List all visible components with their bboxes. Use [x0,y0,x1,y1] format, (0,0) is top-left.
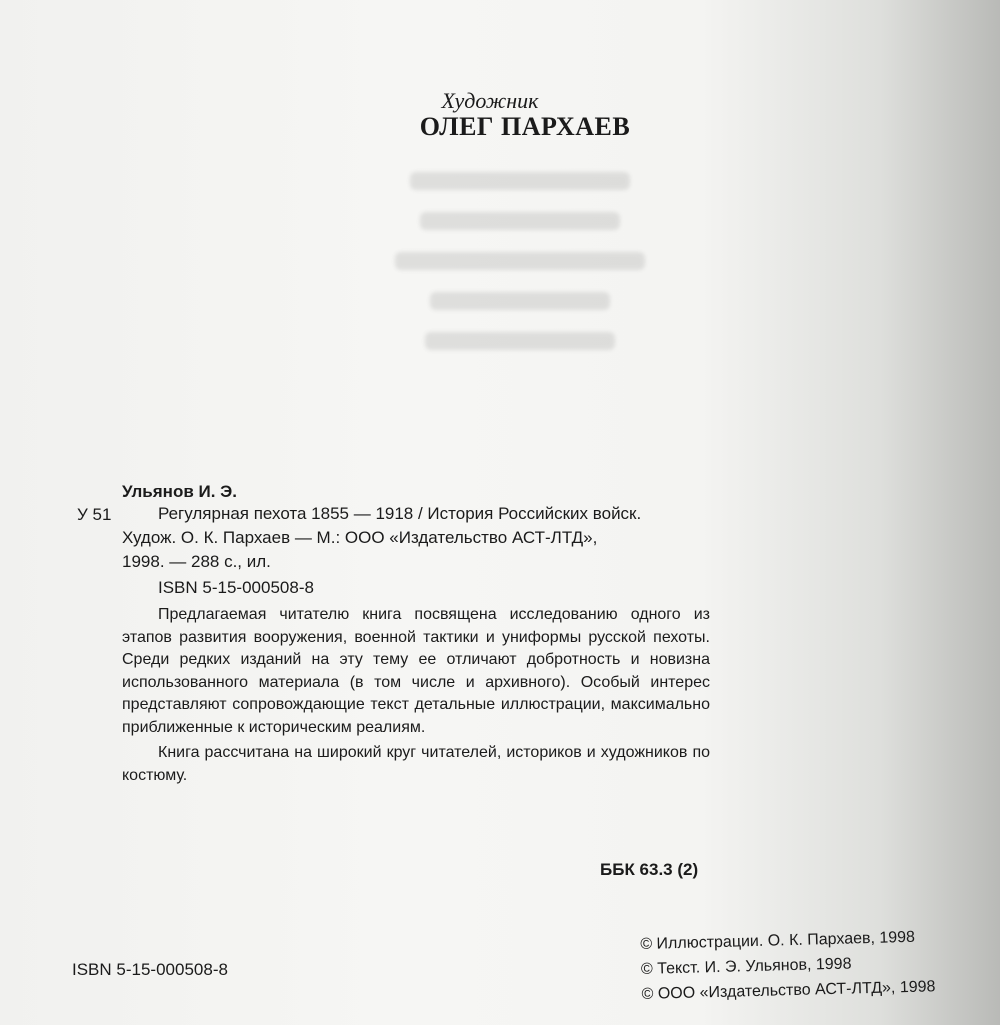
bbk-code: ББК 63.3 (2) [600,860,699,879]
copyright-line: © Иллюстрации. О. К. Пархаев, 1998 [640,928,916,953]
annotation-paragraph: Книга рассчитана на широкий круг читателей, историков и художников по костюму. [122,744,710,784]
artist-role: Художник [441,88,539,113]
catalog-author: Ульянов И. Э. [122,482,237,501]
show-through-text [390,150,650,372]
catalog-isbn: ISBN 5-15-000508-8 [158,578,314,597]
catalog-code: У 51 [77,505,112,524]
artist-name: ОЛЕГ ПАРХАЕВ [419,112,631,141]
copyright-block [640,923,972,1007]
bib-line-3: 1998. — 288 с., ил. [122,552,271,571]
bib-line-1: Регулярная пехота 1855 — 1918 / История Российских войск. [158,504,642,523]
copyright-line: © ООО «Издательство АСТ-ЛТД», 1998 [641,978,936,1003]
footer-isbn: ISBN 5-15-000508-8 [72,960,228,979]
annotation [122,604,710,787]
copyright-line: © Текст. И. Э. Ульянов, 1998 [640,955,852,978]
bibliographic-record [122,502,722,600]
annotation-paragraph: Предлагаемая читателю книга посвящена исследованию одного из этапов развития вооружения, военной тактики и униформы русской пехоты. Среди редких изданий на эту тему ее отличают добротность и новизна использованного материала (в том числе и архивного). Особый интерес представляют сопровождающие текст детальные иллюстрации, максимально приближенные к историческим реалиям. [122,606,710,736]
bib-line-2: Худож. О. К. Пархаев — М.: ООО «Издательство АСТ-ЛТД», [122,528,598,547]
